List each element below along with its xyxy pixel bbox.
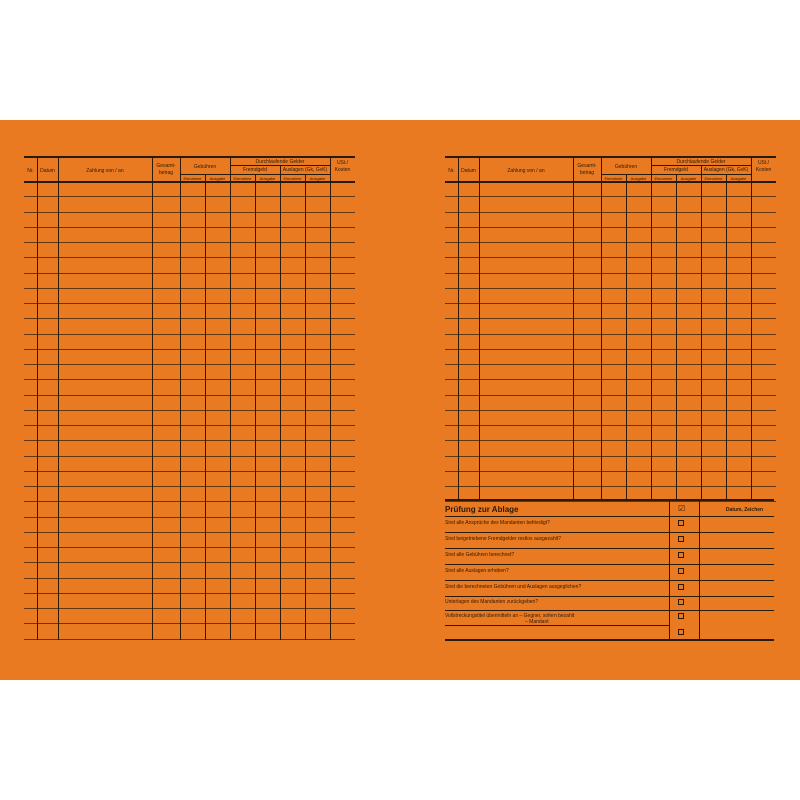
- checklist-question: Vollstreckungstitel übermitteln an – Gegner, sofern bezahlt: [445, 613, 575, 619]
- header-geb-ausgabe: Ausgabe: [209, 176, 226, 181]
- ledger-row: [445, 182, 776, 197]
- ledger-rows: [445, 182, 776, 502]
- ledger-row: [24, 487, 355, 502]
- ledger-row: [445, 396, 776, 411]
- ledger-row: [445, 350, 776, 365]
- ledger-row: [445, 243, 776, 258]
- ledger-row: [24, 197, 355, 212]
- header-fg-ausgabe: Ausgabe: [680, 176, 697, 181]
- checkbox[interactable]: [678, 520, 684, 526]
- ledger-row: [445, 441, 776, 456]
- check-header-icon: ☑: [678, 504, 686, 513]
- header-nr: Nr.: [448, 168, 455, 174]
- checklist-question: Sind alle Gebühren berechnet?: [445, 552, 515, 558]
- header-auslagen: Auslagen (Gk, GvK): [703, 167, 749, 173]
- header-al-ausgabe: Ausgabe: [730, 176, 747, 181]
- checklist-bottom-rule: [445, 639, 774, 641]
- ledger-row: [24, 563, 355, 578]
- ledger-row: [24, 380, 355, 395]
- header-zahlung: Zahlung von / an: [86, 168, 124, 174]
- header-datum: Datum: [40, 168, 55, 174]
- ledger-row: [24, 624, 355, 639]
- ledger-row: [24, 457, 355, 472]
- header-durchlaufend: Durchlaufende Gelder: [255, 159, 305, 165]
- ledger-row: [24, 319, 355, 334]
- ledger-row: [24, 594, 355, 609]
- ledger-row: [24, 472, 355, 487]
- ledger-row: [445, 213, 776, 228]
- ledger-row: [24, 243, 355, 258]
- checklist-date-header: Datum, Zeichen: [725, 507, 764, 513]
- header-zahlung: Zahlung von / an: [507, 168, 545, 174]
- ledger-top-rule: [445, 156, 776, 158]
- header-fremdgeld: Fremdgeld: [664, 167, 688, 173]
- checklist-pruefung: [445, 499, 774, 641]
- checklist-row: [445, 596, 774, 611]
- ledger-row: [445, 457, 776, 472]
- checklist-row: [445, 581, 774, 596]
- checklist-question-continued: – Mandant: [525, 619, 549, 625]
- header-gesamt-2: betrag: [158, 170, 174, 176]
- ledger-row: [24, 609, 355, 624]
- ledger-row: [24, 518, 355, 533]
- ledger-row: [445, 197, 776, 212]
- ledger-row: [445, 365, 776, 380]
- ledger-row: [445, 228, 776, 243]
- ledger-row: [24, 304, 355, 319]
- checklist-question: Sind die berechneten Gebühren und Auslagen ausgeglichen?: [445, 584, 582, 590]
- ledger-row: [445, 472, 776, 487]
- header-durchlaufend: Durchlaufende Gelder: [676, 159, 726, 165]
- ledger-row: [24, 182, 355, 197]
- checklist-question: Sind beigetriebene Fremdgelder restlos ausgezahlt?: [445, 536, 561, 542]
- header-ust-2: Kosten: [334, 167, 351, 173]
- header-al-einnahme: Einnahme: [704, 176, 723, 181]
- ledger-row: [24, 213, 355, 228]
- header-gebuehren: Gebühren: [193, 164, 217, 170]
- header-fremdgeld: Fremdgeld: [243, 167, 267, 173]
- checkbox[interactable]: [678, 613, 684, 619]
- checklist-question: Sind alle Ansprüche des Mandanten befriedigt?: [445, 520, 550, 526]
- ledger-row: [24, 548, 355, 563]
- ledger-row: [24, 579, 355, 594]
- ledger-row: [445, 258, 776, 273]
- ledger-row: [445, 411, 776, 426]
- ledger-row: [24, 335, 355, 350]
- header-al-ausgabe: Ausgabe: [309, 176, 326, 181]
- checkbox[interactable]: [678, 536, 684, 542]
- header-geb-ausgabe: Ausgabe: [630, 176, 647, 181]
- ledger-row: [24, 396, 355, 411]
- checklist-question: Unterlagen des Mandanten zurückgeben?: [445, 599, 539, 605]
- checklist-top-rule: [445, 499, 774, 501]
- header-auslagen: Auslagen (Gk, GvK): [282, 167, 328, 173]
- ledger-row: [445, 274, 776, 289]
- checkbox[interactable]: [678, 629, 684, 635]
- ledger-rows: [24, 182, 355, 640]
- header-geb-einnahme: Einnahme: [183, 176, 202, 181]
- checklist-row: [445, 610, 774, 638]
- ledger-row: [24, 365, 355, 380]
- ledger-row: [24, 289, 355, 304]
- ledger-row: [24, 441, 355, 456]
- checkbox[interactable]: [678, 599, 684, 605]
- header-ust-1: USt./: [336, 160, 349, 166]
- ledger-row: [24, 258, 355, 273]
- checklist-sub-rule: [445, 625, 669, 626]
- ledger-row: [445, 335, 776, 350]
- ledger-row: [445, 380, 776, 395]
- ledger-row: [24, 502, 355, 517]
- ledger-top-rule: [24, 156, 355, 158]
- header-fg-ausgabe: Ausgabe: [259, 176, 276, 181]
- ledger-row: [24, 274, 355, 289]
- ledger-row: [445, 319, 776, 334]
- header-geb-einnahme: Einnahme: [604, 176, 623, 181]
- checklist-title: Prüfung zur Ablage: [445, 505, 519, 514]
- header-nr: Nr.: [27, 168, 34, 174]
- checklist-question: Sind alle Auslagen erhoben?: [445, 568, 509, 574]
- ledger-row: [445, 304, 776, 319]
- ledger-row: [24, 350, 355, 365]
- ledger-row: [445, 289, 776, 304]
- ledger-row: [24, 411, 355, 426]
- ledger-row: [24, 533, 355, 548]
- header-ust-1: USt./: [757, 160, 770, 166]
- ledger-row: [24, 426, 355, 441]
- header-fg-einnahme: Einnahme: [233, 176, 252, 181]
- checkbox[interactable]: [678, 552, 684, 558]
- checklist-row: [445, 517, 774, 532]
- ledger-row: [24, 228, 355, 243]
- header-datum: Datum: [461, 168, 476, 174]
- checklist-row: [445, 549, 774, 564]
- checkbox[interactable]: [678, 568, 684, 574]
- header-gesamt-1: Gesamt-: [156, 163, 176, 169]
- header-fg-einnahme: Einnahme: [654, 176, 673, 181]
- checklist-row: [445, 565, 774, 580]
- header-gesamt-1: Gesamt-: [577, 163, 597, 169]
- checkbox[interactable]: [678, 584, 684, 590]
- checklist-row: [445, 533, 774, 548]
- header-al-einnahme: Einnahme: [283, 176, 302, 181]
- ledger-row: [445, 426, 776, 441]
- header-gesamt-2: betrag: [579, 170, 595, 176]
- header-gebuehren: Gebühren: [614, 164, 638, 170]
- header-ust-2: Kosten: [755, 167, 772, 173]
